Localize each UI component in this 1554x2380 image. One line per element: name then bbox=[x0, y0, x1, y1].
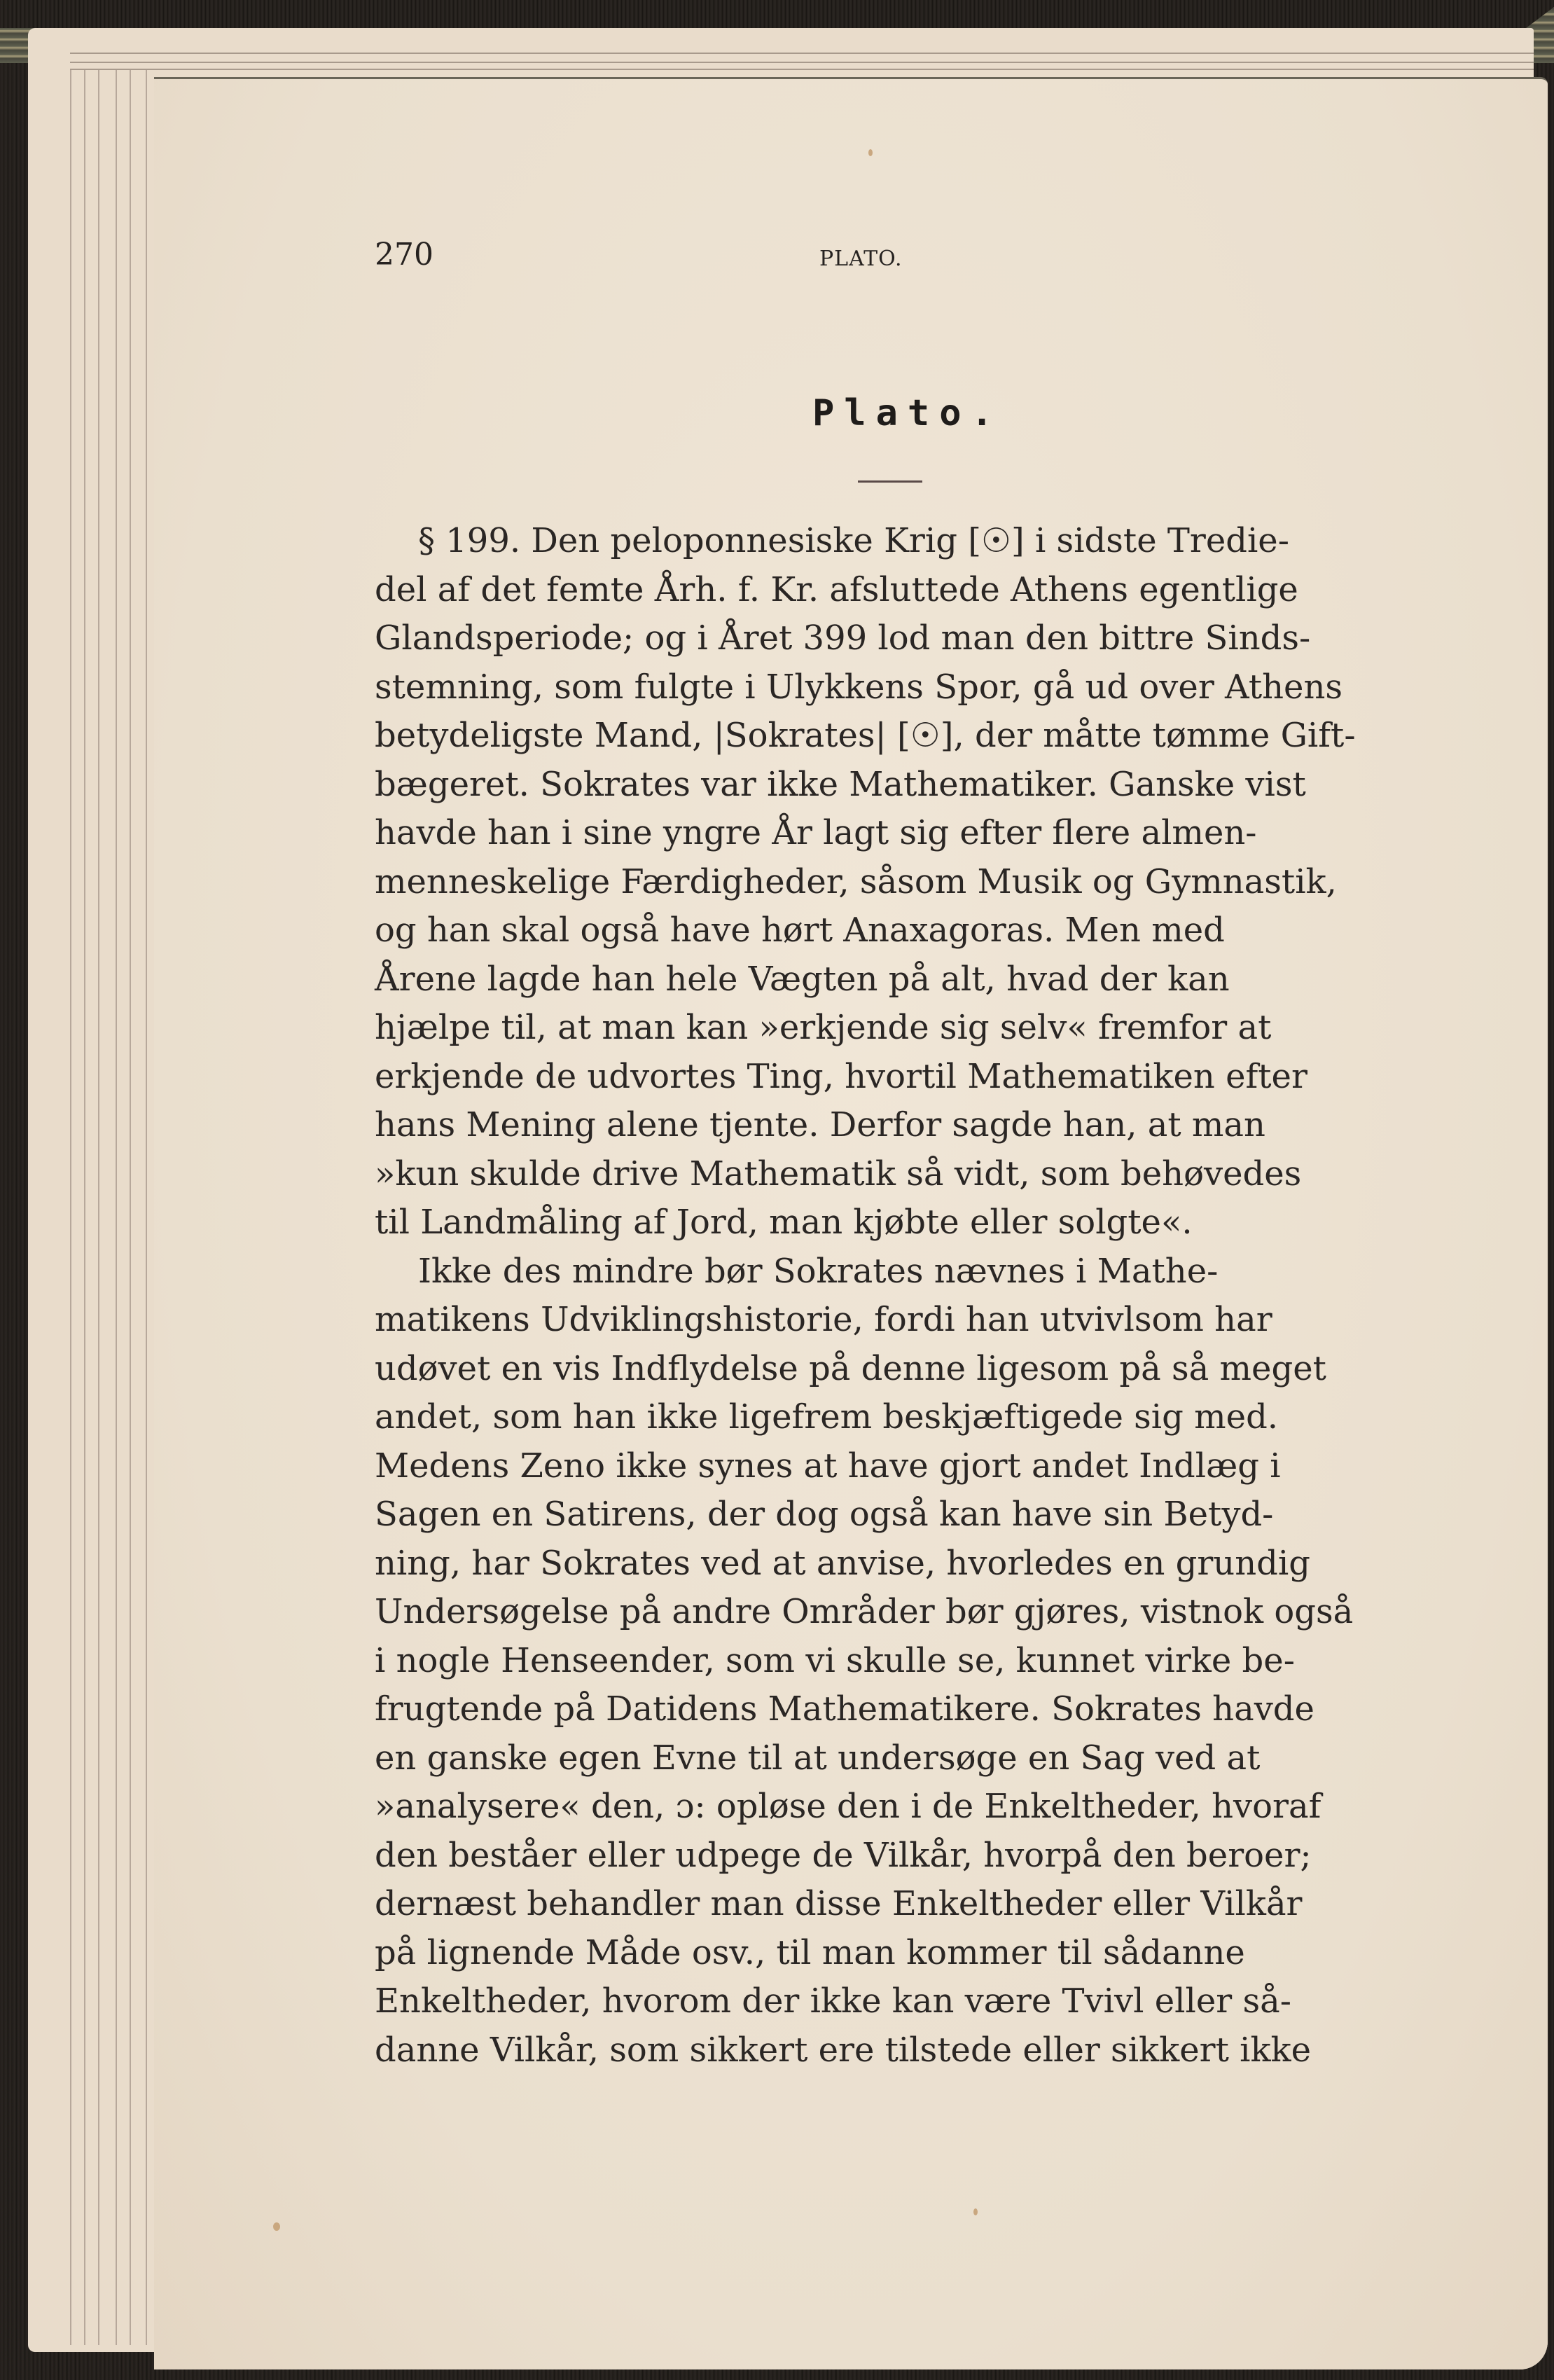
page-header bbox=[375, 237, 1376, 279]
page-edge-line bbox=[116, 70, 117, 2345]
text-line: »analysere« den, ɔ: opløse den i de Enkeltheder, hvoraf bbox=[375, 1787, 1321, 1826]
text-line: hans Mening alene tjente. Derfor sagde han, at man bbox=[375, 1105, 1265, 1144]
page-edge-line bbox=[146, 70, 147, 2345]
text-line: danne Vilkår, som sikkert ere tilstede eller sikkert ikke bbox=[375, 2030, 1312, 2070]
foxing-spot bbox=[273, 2222, 280, 2231]
text-line: Undersøgelse på andre Områder bør gjøres, vistnok også bbox=[375, 1592, 1354, 1631]
paragraph bbox=[375, 517, 1376, 1247]
text-line: menneskelige Færdigheder, såsom Musik og Gymnastik, bbox=[375, 862, 1337, 901]
text-line: stemning, som fulgte i Ulykkens Spor, gå ud over Athens bbox=[375, 667, 1343, 707]
text-line: på lignende Måde osv., til man kommer til sådanne bbox=[375, 1932, 1245, 1972]
page-edge-top-line bbox=[70, 69, 1534, 70]
text-line: »kun skulde drive Mathematik så vidt, som behøvedes bbox=[375, 1154, 1302, 1194]
text-line: bægeret. Sokrates var ikke Mathematiker. Ganske vist bbox=[375, 764, 1306, 804]
chapter-title: Plato. bbox=[812, 392, 1003, 434]
text-line: frugtende på Datidens Mathematikere. Sokrates havde bbox=[375, 1689, 1314, 1729]
page-edge-top-line bbox=[70, 53, 1534, 54]
text-line: betydeligste Mand, |Sokrates| [☉], der måtte tømme Gift- bbox=[375, 716, 1356, 755]
text-line: andet, som han ikke ligefrem beskjæftigede sig med. bbox=[375, 1397, 1279, 1437]
page-edge-line bbox=[130, 70, 131, 2345]
text-line: hjælpe til, at man kan »erkjende sig selv« fremfor at bbox=[375, 1008, 1272, 1047]
page-edge-line bbox=[70, 70, 71, 2345]
text-line: dernæst behandler man disse Enkeltheder eller Vilkår bbox=[375, 1884, 1303, 1923]
paragraph bbox=[375, 1247, 1376, 2075]
page-number: 270 bbox=[375, 237, 433, 272]
text-line: matikens Udviklingshistorie, fordi han utvivlsom har bbox=[375, 1300, 1272, 1339]
text-line: Enkeltheder, hvorom der ikke kan være Tvivl eller så- bbox=[375, 1981, 1291, 2021]
page-edge-line bbox=[98, 70, 99, 2345]
text-line: en ganske egen Evne til at undersøge en Sag ved at bbox=[375, 1738, 1261, 1778]
foxing-spot bbox=[973, 2208, 978, 2215]
body-text bbox=[375, 517, 1376, 2075]
text-line: i nogle Henseender, som vi skulle se, kunnet virke be- bbox=[375, 1640, 1295, 1680]
text-line: § 199. Den peloponnesiske Krig [☉] i sidste Tredie- bbox=[418, 521, 1289, 560]
text-line: Årene lagde han hele Vægten på alt, hvad der kan bbox=[375, 959, 1230, 999]
text-line: Medens Zeno ikke synes at have gjort andet Indlæg i bbox=[375, 1446, 1281, 1486]
foxing-spot bbox=[868, 149, 873, 156]
page-edge-line bbox=[84, 70, 85, 2345]
title-rule bbox=[858, 480, 922, 483]
text-line: ning, har Sokrates ved at anvise, hvorledes en grundig bbox=[375, 1543, 1310, 1583]
text-line: udøvet en vis Indflydelse på denne ligesom på så meget bbox=[375, 1348, 1326, 1388]
text-line: til Landmåling af Jord, man kjøbte eller solgte«. bbox=[375, 1203, 1193, 1242]
text-line: og han skal også have hørt Anaxagoras. Men med bbox=[375, 911, 1225, 950]
page-edge-top-line bbox=[70, 62, 1534, 63]
text-line: Ikke des mindre bør Sokrates nævnes i Mathe- bbox=[418, 1251, 1219, 1291]
text-line: Sagen en Satirens, der dog også kan have sin Betyd- bbox=[375, 1495, 1274, 1534]
text-line: Glandsperiode; og i Året 399 lod man den bittre Sinds- bbox=[375, 618, 1311, 658]
text-line: havde han i sine yngre År lagt sig efter flere almen- bbox=[375, 813, 1257, 852]
running-head: PLATO. bbox=[819, 247, 903, 271]
text-line: den beståer eller udpege de Vilkår, hvorpå den beroer; bbox=[375, 1835, 1312, 1875]
text-line: del af det femte Årh. f. Kr. afsluttede Athens egentlige bbox=[375, 569, 1298, 609]
text-line: erkjende de udvortes Ting, hvortil Mathematiken efter bbox=[375, 1056, 1307, 1096]
